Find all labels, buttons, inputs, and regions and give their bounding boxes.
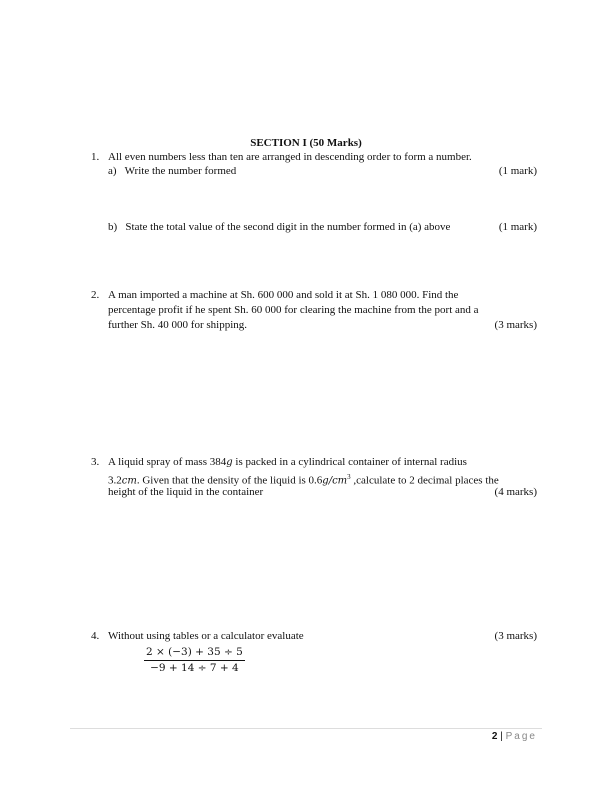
unit: g: [226, 457, 233, 468]
superscript: 3: [347, 473, 351, 481]
page-footer: [492, 731, 537, 742]
text: ,calculate to 2 decimal places the: [350, 474, 499, 487]
part-text: State the total value of the second digit in the number formed in (a) above: [125, 221, 451, 233]
fraction-expression: [144, 645, 245, 676]
question-1-text: All even numbers less than ten are arranged in descending order to form a number.: [108, 151, 472, 163]
question-1b-marks: (1 mark): [498, 221, 537, 233]
question-3-line: [108, 455, 467, 470]
question-2-marks: (3 marks): [494, 319, 537, 331]
denominator: −9 + 14 ÷ 7 + 4: [150, 662, 239, 674]
section-title: SECTION I (50 Marks): [250, 137, 362, 149]
part-label: b): [108, 221, 118, 233]
text: . Given that the density of the liquid is 0.6: [136, 474, 323, 487]
numerator: 2 × (−3) + 35 ÷ 5: [144, 645, 245, 661]
question-1a-marks: (1 mark): [498, 165, 537, 177]
question-3-number: 3.: [91, 456, 100, 468]
question-4-number: 4.: [91, 630, 100, 642]
separator: |: [497, 731, 506, 742]
question-1a: [108, 164, 236, 178]
unit: g/cm: [322, 475, 348, 487]
text: is packed in a cylindrical container of internal radius: [232, 456, 467, 468]
question-3-line: height of the liquid in the container: [108, 486, 264, 498]
question-2-line: further Sh. 40 000 for shipping.: [108, 319, 248, 331]
footer-divider: [70, 728, 542, 729]
unit: cm: [121, 475, 137, 487]
question-1-number: 1.: [91, 151, 100, 163]
question-4-marks: (3 marks): [494, 630, 537, 642]
text: 3.2: [108, 474, 122, 487]
question-2-line: percentage profit if he spent Sh. 60 000 for clearing the machine from the port and a: [108, 304, 479, 316]
question-2-line: A man imported a machine at Sh. 600 000 and sold it at Sh. 1 080 000. Find the: [108, 289, 459, 301]
text: A liquid spray of mass 384: [108, 456, 227, 468]
part-text: Write the number formed: [124, 165, 237, 177]
question-2-number: 2.: [91, 289, 100, 301]
page-number: 2: [491, 731, 498, 742]
page-label: Page: [505, 731, 537, 742]
part-label: a): [108, 165, 117, 177]
question-3-marks: (4 marks): [494, 486, 537, 498]
question-1b: [108, 220, 450, 234]
question-4-text: Without using tables or a calculator evaluate: [108, 630, 304, 642]
